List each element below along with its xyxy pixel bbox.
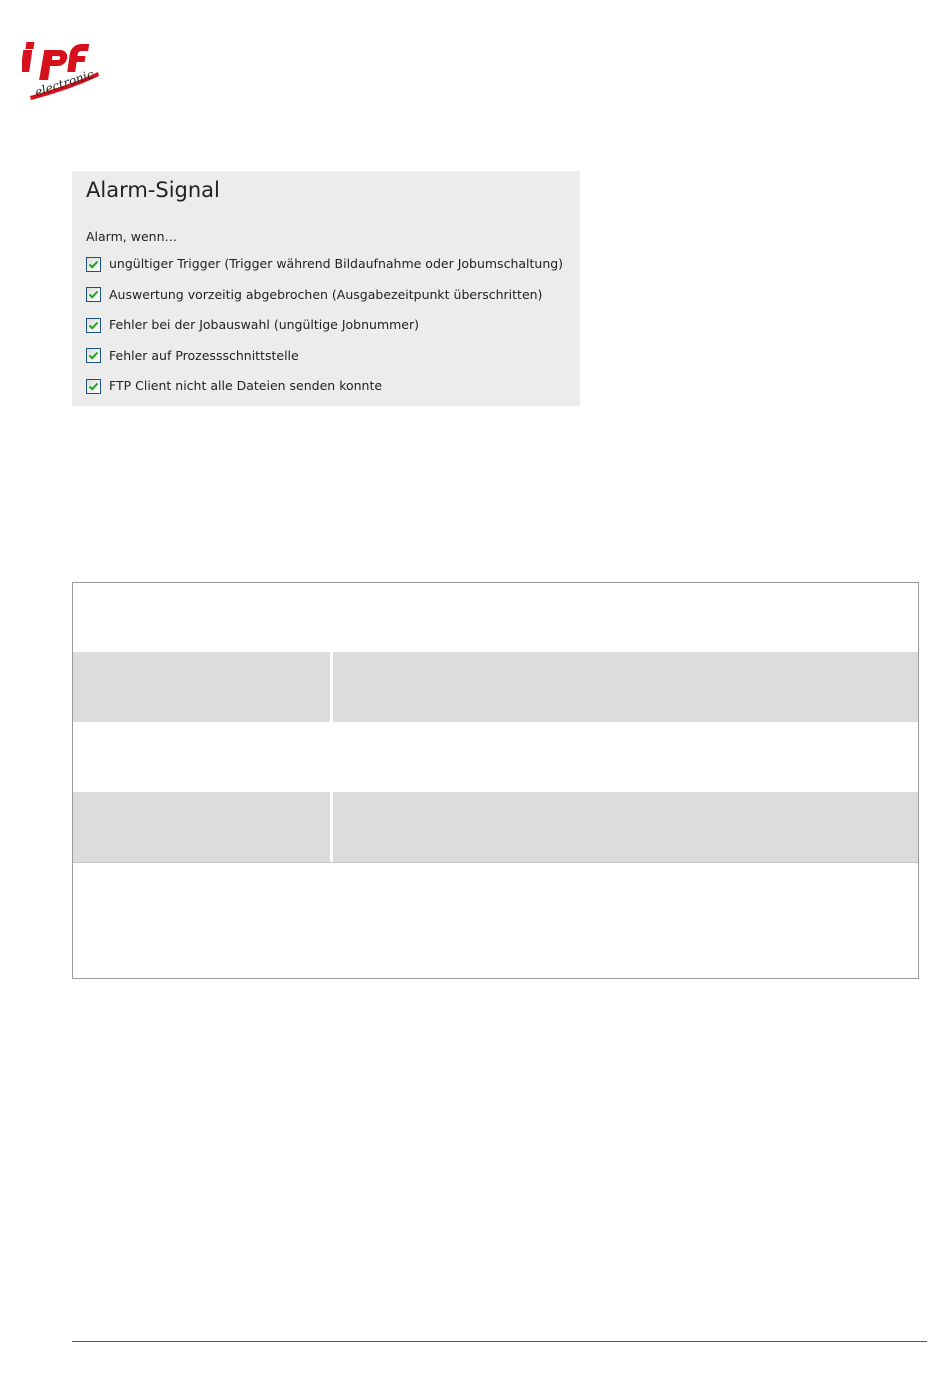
alarm-option-invalid-trigger[interactable] bbox=[86, 256, 580, 272]
table-row bbox=[73, 652, 918, 722]
alarm-option-label: Fehler auf Prozessschnittstelle bbox=[109, 347, 299, 363]
alarm-option-process-interface-error[interactable] bbox=[86, 348, 580, 364]
table-cell bbox=[73, 583, 333, 652]
checkbox-checked-icon[interactable] bbox=[86, 287, 101, 302]
info-table bbox=[72, 582, 919, 979]
table-cell bbox=[333, 792, 918, 862]
alarm-option-job-selection-error[interactable] bbox=[86, 317, 580, 333]
table-row bbox=[73, 722, 918, 792]
alarm-option-evaluation-aborted[interactable] bbox=[86, 287, 580, 303]
table-cell bbox=[73, 722, 333, 792]
checkbox-checked-icon[interactable] bbox=[86, 379, 101, 394]
alarm-signal-panel bbox=[72, 171, 580, 406]
table-cell bbox=[73, 863, 333, 979]
alarm-option-label: FTP Client nicht alle Dateien senden konnte bbox=[109, 378, 383, 393]
alarm-panel-subtitle: Alarm, wenn… bbox=[86, 229, 177, 244]
table-row bbox=[73, 792, 918, 862]
ipf-electronic-logo-icon bbox=[22, 38, 100, 100]
table-row bbox=[73, 862, 918, 979]
alarm-option-label: ungültiger Trigger (Trigger während Bildaufnahme oder Jobumschaltung) bbox=[109, 256, 564, 271]
checkbox-checked-icon[interactable] bbox=[86, 257, 101, 272]
table-cell bbox=[73, 792, 333, 862]
checkbox-checked-icon[interactable] bbox=[86, 348, 101, 363]
alarm-option-ftp-client-error[interactable] bbox=[86, 378, 580, 394]
alarm-panel-title: Alarm-Signal bbox=[86, 178, 220, 202]
table-cell bbox=[333, 722, 918, 792]
table-row bbox=[73, 583, 918, 652]
alarm-options-list bbox=[86, 256, 580, 394]
alarm-option-label: Fehler bei der Jobauswahl (ungültige Jobnummer) bbox=[109, 317, 420, 332]
svg-text:electronic: electronic bbox=[33, 67, 96, 100]
footer-divider bbox=[72, 1341, 927, 1342]
table-cell bbox=[333, 583, 918, 652]
alarm-option-label: Auswertung vorzeitig abgebrochen (Ausgabezeitpunkt überschritten) bbox=[109, 286, 543, 302]
table-cell bbox=[73, 652, 333, 722]
checkbox-checked-icon[interactable] bbox=[86, 318, 101, 333]
table-cell bbox=[333, 863, 918, 979]
table-cell bbox=[333, 652, 918, 722]
